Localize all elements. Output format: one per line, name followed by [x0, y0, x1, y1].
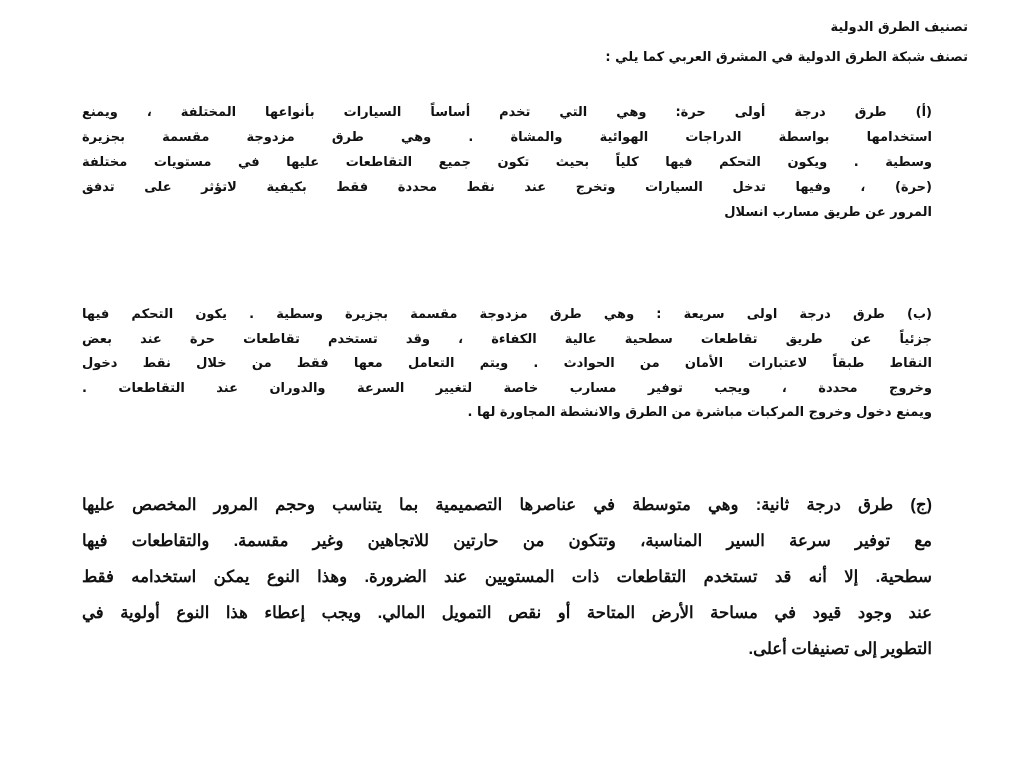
paragraph-line: وخروج محددة ، ويجب توفير مسارب خاصة لتغيير السرعة والدوران عند التقاطعات . [82, 380, 932, 396]
paragraph-line: سطحية. إلا أنه قد تستخدم التقاطعات ذات المستويين عند الضرورة. وهذا النوع يمكن استخدامه فقط [82, 568, 932, 586]
paragraph-line: مع توفير سرعة السير المناسبة، وتتكون من حارتين للاتجاهين وغير مقسمة. والتقاطعات فيها [82, 532, 932, 550]
paragraph-line: جزئياً عن طريق تقاطعات سطحية عالية الكفاءة ، وقد تستخدم تقاطعات حرة عند بعض [82, 331, 932, 347]
paragraph-line: (أ) طرق درجة أولى حرة: وهي التي تخدم أساساً السيارات بأنواعها المختلفة ، ويمنع [82, 105, 932, 120]
paragraph-line: (حرة) ، وفيها تدخل السيارات وتخرج عند نقط محددة فقط بكيفية لاتؤثر على تدفق [82, 180, 932, 195]
section-first-degree-free-roads [82, 100, 932, 225]
document-title: تصنيف الطرق الدولية [830, 20, 968, 35]
paragraph-line: النقاط طبقاً لاعتبارات الأمان من الحوادث . ويتم التعامل معها فقط من خلال نقط دخول [82, 356, 932, 371]
paragraph-line: المرور عن طريق مسارب انسلال [724, 205, 932, 220]
section-second-degree-roads [82, 487, 932, 667]
paragraph-line: وسطية . ويكون التحكم فيها كلياً بحيث تكون جميع التقاطعات عليها في مستويات مختلفة [82, 155, 932, 170]
paragraph-line: التطوير إلى تصنيفات أعلى. [748, 640, 932, 658]
paragraph-line: ويمنع دخول وخروج المركبات مباشرة من الطرق والانشطة المجاورة لها . [467, 405, 932, 420]
paragraph-line: استخدامها بواسطة الدراجات الهوائية والمشاة . وهي طرق مزدوجة مقسمة بجزيرة [82, 130, 932, 145]
paragraph-line: (ب) طرق درجة اولى سريعة : وهي طرق مزدوجة مقسمة بجزيرة وسطية . يكون التحكم فيها [82, 307, 932, 322]
section-first-degree-fast-roads [82, 303, 932, 426]
paragraph-line: عند وجود قيود في مساحة الأرض المتاحة أو نقص التمويل المالي. ويجب إعطاء هذا النوع أولوية في [82, 604, 932, 622]
document-subtitle: تصنف شبكة الطرق الدولية في المشرق العربي كما يلي : [605, 50, 968, 65]
paragraph-line: (ج) طرق درجة ثانية: وهي متوسطة في عناصرها التصميمية بما يتناسب وحجم المرور المخصص عليها [82, 496, 932, 514]
